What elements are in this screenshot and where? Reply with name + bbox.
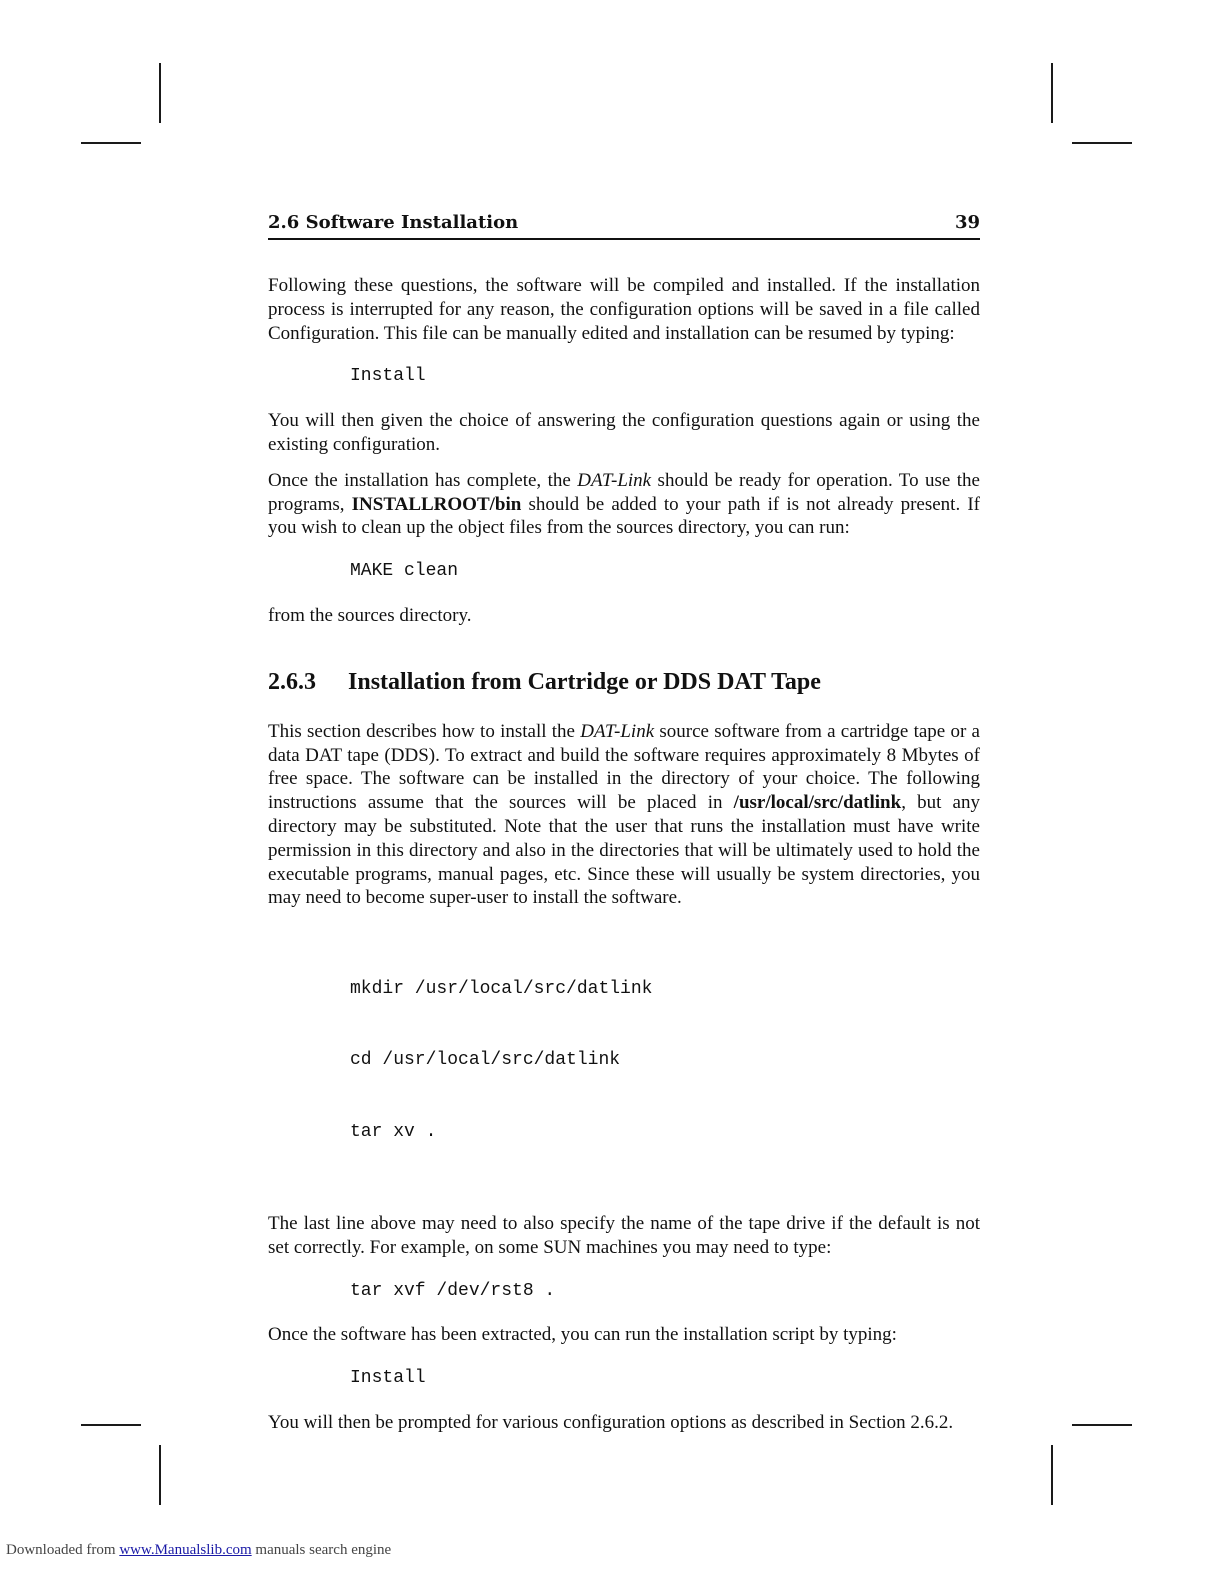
text-run: Once the installation has complete, the	[268, 469, 578, 491]
paragraph: The last line above may need to also specify the name of the tape drive if the default is not set correctly. For example, on some SUN machines you may need to type:	[268, 1212, 980, 1258]
path-term: /usr/local/src/datlink	[733, 792, 902, 814]
code-line: tar xv .	[350, 1121, 437, 1142]
code-block	[350, 1367, 980, 1391]
crop-mark	[1072, 1424, 1132, 1426]
code-line: Install	[350, 1368, 426, 1389]
paragraph	[268, 720, 980, 910]
text-run: should be added to your path if is not already present. If you wish to clean up the object files from the sources directory, you can run:	[268, 493, 980, 539]
crop-mark	[159, 63, 161, 123]
crop-mark	[1051, 1445, 1053, 1505]
code-block	[350, 560, 980, 584]
code-block	[350, 1280, 980, 1304]
code-line: Install	[350, 366, 426, 387]
code-line: MAKE clean	[350, 561, 459, 582]
code-block	[350, 930, 980, 1192]
code-line: mkdir /usr/local/src/datlink	[350, 978, 653, 999]
running-header	[268, 212, 980, 240]
page-body	[268, 274, 980, 1447]
footer-suffix: manuals search engine	[251, 1542, 392, 1558]
section-heading	[268, 668, 980, 696]
crop-mark	[159, 1445, 161, 1505]
paragraph	[268, 469, 980, 540]
code-block	[350, 365, 980, 389]
download-footer	[6, 1542, 391, 1559]
product-name: DAT-Link	[580, 720, 655, 742]
paragraph: Following these questions, the software will be compiled and installed. If the installation process is interrupted for any reason, the configuration options will be saved in a file called Configuration. This file can be manually edited and installation can be resumed by typing:	[268, 275, 980, 344]
crop-mark	[81, 142, 141, 144]
footer-prefix: Downloaded from	[6, 1542, 120, 1558]
page-number: 39	[954, 212, 980, 233]
paragraph: You will then be prompted for various configuration options as described in Section 2.6.2.	[268, 1411, 954, 1433]
crop-mark	[1051, 63, 1053, 123]
text-run: source software from a cartridge tape or a data DAT tape (DDS). To extract and build the software requires approximately 8 Mbytes of free space. The software can be installed in the directory of your choice. The following instructions assume that the sources will be placed in	[268, 720, 980, 814]
header-title: 2.6 Software Installation	[268, 212, 519, 233]
crop-mark	[81, 1424, 141, 1426]
section-number: 2.6.3	[268, 668, 316, 695]
code-line: cd /usr/local/src/datlink	[350, 1050, 621, 1071]
product-name: DAT-Link	[577, 469, 652, 491]
section-title: Installation from Cartridge or DDS DAT Tape	[348, 668, 821, 695]
text-run: should be ready for operation. To use the programs,	[268, 469, 980, 515]
text-run: , but any directory may be substituted. Note that the user that runs the installation must have write permission in this directory and also in the directories that will be ultimately used to hold the executable programs, manual pages, etc. Since these will usually be system directories, you may need to become super-user to install the software.	[268, 792, 980, 909]
paragraph: Once the software has been extracted, you can run the installation script by typing:	[268, 1324, 897, 1346]
paragraph: from the sources directory.	[268, 604, 472, 626]
crop-mark	[1072, 142, 1132, 144]
code-line: tar xvf /dev/rst8 .	[350, 1280, 556, 1301]
paragraph: You will then given the choice of answering the configuration questions again or using the existing configuration.	[268, 410, 980, 455]
path-term: INSTALLROOT/bin	[351, 493, 522, 515]
text-run: This section describes how to install the	[268, 720, 581, 742]
manualslib-link[interactable]: www.Manualslib.com	[119, 1542, 252, 1558]
